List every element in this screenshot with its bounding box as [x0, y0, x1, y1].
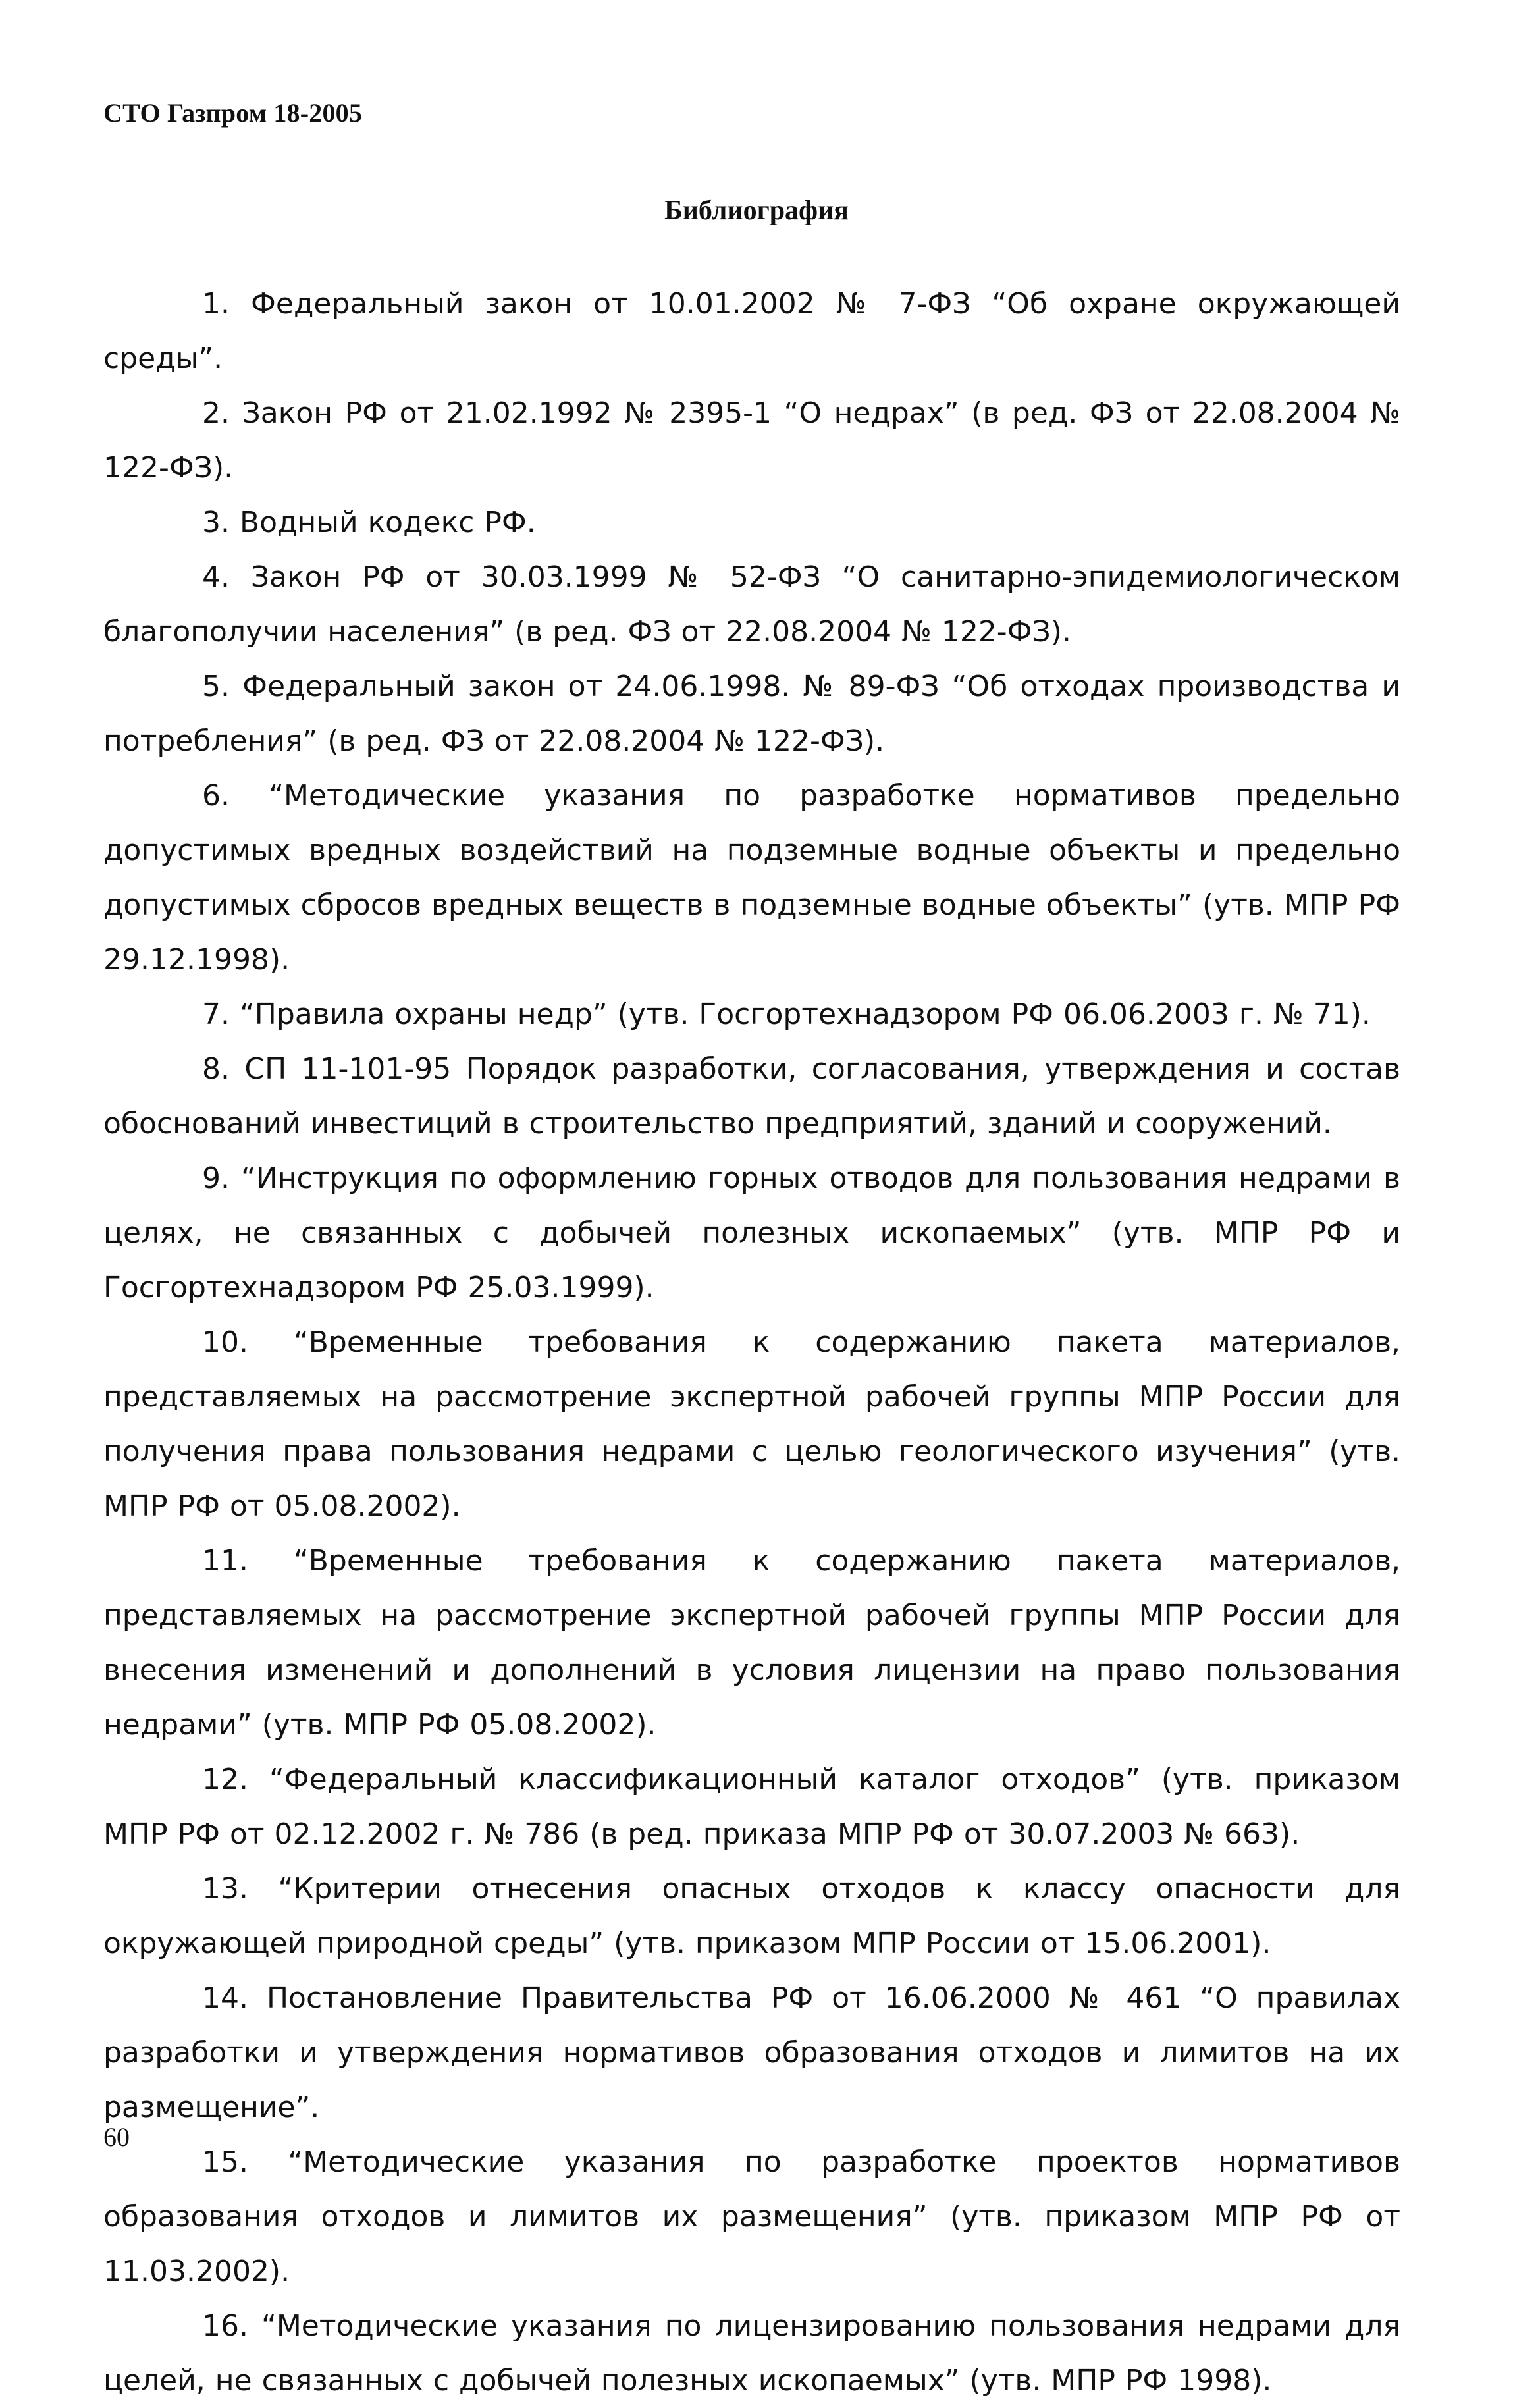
reference-number: 13.: [202, 1872, 248, 1906]
bibliography-item-10: [103, 1315, 1400, 1534]
reference-text: “Критерии отнесения опасных отходов к классу опасности для окружающей природной среды” (утв. приказом МПР России от 15.06.2001).: [103, 1872, 1400, 1960]
bibliography-list: [103, 277, 1400, 2408]
bibliography-item-4: [103, 550, 1400, 659]
bibliography-item-13: [103, 1861, 1400, 1971]
reference-number: 7.: [202, 998, 230, 1031]
reference-text: “Правила охраны недр” (утв. Госгортехнадзором РФ 06.06.2003 г. № 71).: [239, 998, 1371, 1031]
reference-text: Закон РФ от 21.02.1992 № 2395-1 “О недрах” (в ред. ФЗ от 22.08.2004 № 122-ФЗ).: [103, 396, 1400, 485]
reference-text: Постановление Правительства РФ от 16.06.2000 № 461 “О правилах разработки и утверждения нормативов образования отходов и лимитов на их размещение”.: [103, 1981, 1400, 2124]
reference-number: 15.: [202, 2145, 248, 2179]
reference-text: “Временные требования к содержанию пакета материалов, представляемых на рассмотрение экспертной рабочей группы МПР России для получения права пользования недрами с целью геологического изучения” (утв. МПР РФ от 05.08.2002).: [103, 1325, 1400, 1523]
reference-number: 2.: [202, 396, 230, 430]
reference-text: “Федеральный классификационный каталог отходов” (утв. приказом МПР РФ от 02.12.2002 г. № 786 (в ред. приказа МПР РФ от 30.07.2003 № 663).: [103, 1763, 1400, 1851]
reference-number: 14.: [202, 1981, 248, 2015]
reference-text: “Методические указания по лицензированию пользования недрами для целей, не связанных с добычей полезных ископаемых” (утв. МПР РФ 1998).: [103, 2309, 1400, 2397]
reference-number: 4.: [202, 560, 230, 594]
bibliography-item-11: [103, 1534, 1400, 1752]
reference-text: Водный кодекс РФ.: [239, 506, 536, 539]
page-number: 60: [103, 2122, 130, 2152]
reference-number: 5.: [202, 670, 230, 703]
bibliography-item-5: [103, 659, 1400, 768]
reference-text: “Временные требования к содержанию пакета материалов, представляемых на рассмотрение экспертной рабочей группы МПР России для внесения изменений и дополнений в условия лицензии на право пользования недрами” (утв. МПР РФ 05.08.2002).: [103, 1544, 1400, 1742]
bibliography-item-7: [103, 987, 1400, 1042]
reference-number: 12.: [202, 1763, 248, 1796]
reference-number: 1.: [202, 287, 230, 321]
reference-number: 10.: [202, 1325, 248, 1359]
reference-number: 11.: [202, 1544, 248, 1578]
bibliography-item-2: [103, 386, 1400, 495]
bibliography-item-3: [103, 495, 1400, 550]
reference-text: “Методические указания по разработке проектов нормативов образования отходов и лимитов их размещения” (утв. приказом МПР РФ от 11.03.2002).: [103, 2145, 1400, 2288]
reference-number: 3.: [202, 506, 230, 539]
reference-number: 6.: [202, 779, 230, 813]
bibliography-item-14: [103, 1971, 1400, 2135]
reference-text: “Инструкция по оформлению горных отводов для пользования недрами в целях, не связанных с добычей полезных ископаемых” (утв. МПР РФ и Госгортехнадзором РФ 25.03.1999).: [103, 1162, 1400, 1304]
document-header: СТО Газпром 18-2005: [103, 98, 363, 128]
reference-number: 16.: [202, 2309, 248, 2343]
bibliography-item-12: [103, 1752, 1400, 1861]
bibliography-title: Библиография: [664, 196, 849, 226]
bibliography-item-1: [103, 277, 1400, 386]
reference-text: СП 11-101-95 Порядок разработки, согласования, утверждения и состав обоснований инвестиций в строительство предприятий, зданий и сооружений.: [103, 1052, 1400, 1140]
bibliography-item-16: [103, 2299, 1400, 2408]
reference-text: Закон РФ от 30.03.1999 № 52-ФЗ “О санитарно-эпидемиологическом благополучии населения” (в ред. ФЗ от 22.08.2004 № 122-ФЗ).: [103, 560, 1400, 649]
reference-number: 9.: [202, 1162, 230, 1195]
reference-number: 8.: [202, 1052, 230, 1086]
reference-text: Федеральный закон от 10.01.2002 № 7-ФЗ “Об охране окружающей среды”.: [103, 287, 1400, 375]
reference-text: Федеральный закон от 24.06.1998. № 89-ФЗ “Об отходах производства и потребления” (в ред. ФЗ от 22.08.2004 № 122-ФЗ).: [103, 670, 1400, 758]
bibliography-item-6: [103, 768, 1400, 987]
reference-text: “Методические указания по разработке нормативов предельно допустимых вредных воздействий на подземные водные объекты и предельно допустимых сбросов вредных веществ в подземные водные объекты” (утв. МПР РФ 29.12.1998).: [103, 779, 1400, 977]
bibliography-item-8: [103, 1042, 1400, 1151]
bibliography-item-15: [103, 2135, 1400, 2299]
bibliography-item-9: [103, 1151, 1400, 1315]
